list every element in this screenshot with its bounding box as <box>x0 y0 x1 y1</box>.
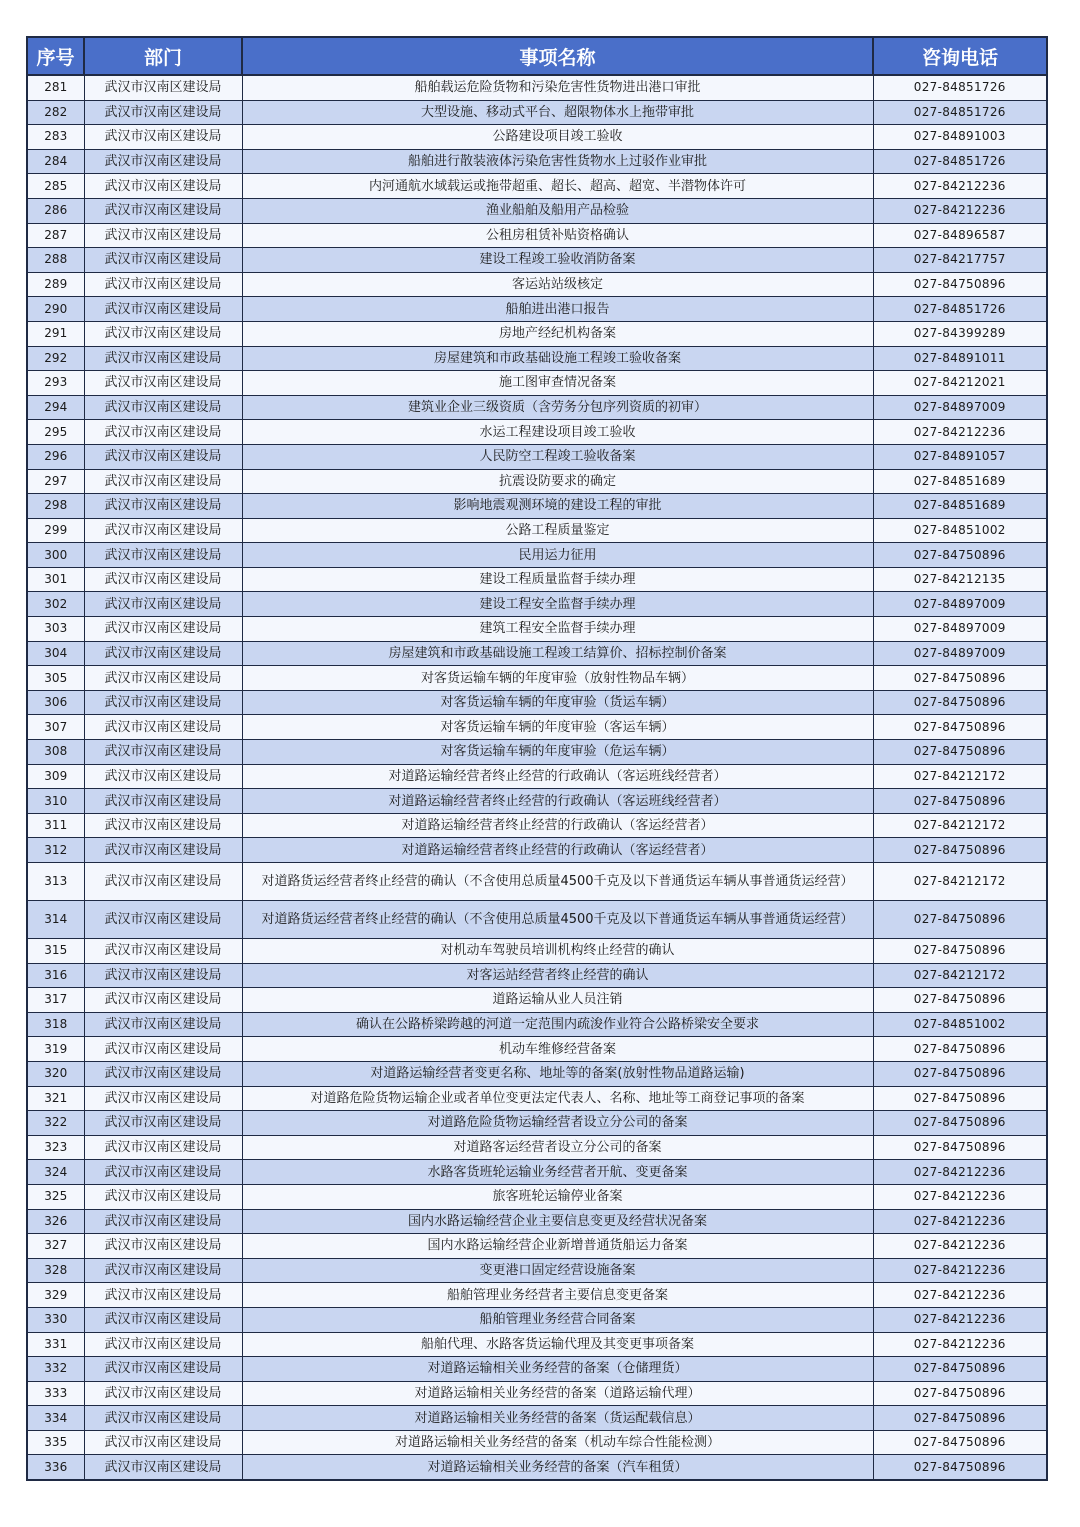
cell-phone: 027-84212021 <box>873 371 1047 396</box>
cell-seq: 296 <box>27 444 84 469</box>
table-row <box>27 740 1047 765</box>
cell-phone: 027-84851002 <box>873 1012 1047 1037</box>
cell-item: 道路运输从业人员注销 <box>242 988 873 1013</box>
cell-item: 对道路运输经营者终止经营的行政确认（客运班线经营者） <box>242 789 873 814</box>
table-row <box>27 1234 1047 1259</box>
cell-dept: 武汉市汉南区建设局 <box>84 1258 242 1283</box>
cell-item: 建设工程竣工验收消防备案 <box>242 248 873 273</box>
header-dept: 部门 <box>84 37 242 75</box>
cell-dept: 武汉市汉南区建设局 <box>84 666 242 691</box>
cell-dept: 武汉市汉南区建设局 <box>84 543 242 568</box>
cell-seq: 316 <box>27 963 84 988</box>
table-row <box>27 988 1047 1013</box>
table-row <box>27 963 1047 988</box>
cell-seq: 328 <box>27 1258 84 1283</box>
cell-seq: 335 <box>27 1430 84 1455</box>
cell-phone: 027-84851726 <box>873 75 1047 100</box>
cell-phone: 027-84212236 <box>873 420 1047 445</box>
cell-item: 船舶代理、水路客货运输代理及其变更事项备案 <box>242 1332 873 1357</box>
cell-item: 房地产经纪机构备案 <box>242 321 873 346</box>
cell-phone: 027-84212236 <box>873 198 1047 223</box>
cell-dept: 武汉市汉南区建设局 <box>84 690 242 715</box>
cell-seq: 317 <box>27 988 84 1013</box>
cell-item: 对客货运输车辆的年度审验（危运车辆） <box>242 740 873 765</box>
table-row <box>27 1209 1047 1234</box>
cell-phone: 027-84750896 <box>873 666 1047 691</box>
cell-phone: 027-84212236 <box>873 1209 1047 1234</box>
cell-item: 渔业船舶及船用产品检验 <box>242 198 873 223</box>
table-row <box>27 1455 1047 1480</box>
cell-item: 对道路危险货物运输企业或者单位变更法定代表人、名称、地址等工商登记事项的备案 <box>242 1086 873 1111</box>
cell-item: 船舶进行散装液体污染危害性货物水上过驳作业审批 <box>242 149 873 174</box>
cell-dept: 武汉市汉南区建设局 <box>84 1012 242 1037</box>
cell-dept: 武汉市汉南区建设局 <box>84 518 242 543</box>
cell-dept: 武汉市汉南区建设局 <box>84 1184 242 1209</box>
cell-item: 船舶管理业务经营者主要信息变更备案 <box>242 1283 873 1308</box>
table-row <box>27 901 1047 939</box>
cell-phone: 027-84750896 <box>873 1135 1047 1160</box>
cell-seq: 305 <box>27 666 84 691</box>
table-row <box>27 1357 1047 1382</box>
cell-item: 大型设施、移动式平台、超限物体水上拖带审批 <box>242 100 873 125</box>
service-items-table <box>26 36 1048 1481</box>
cell-dept: 武汉市汉南区建设局 <box>84 223 242 248</box>
cell-dept: 武汉市汉南区建设局 <box>84 963 242 988</box>
cell-phone: 027-84212236 <box>873 1160 1047 1185</box>
table-row <box>27 543 1047 568</box>
cell-seq: 311 <box>27 813 84 838</box>
cell-seq: 299 <box>27 518 84 543</box>
cell-item: 对机动车驾驶员培训机构终止经营的确认 <box>242 939 873 964</box>
cell-dept: 武汉市汉南区建设局 <box>84 149 242 174</box>
table-row <box>27 297 1047 322</box>
cell-seq: 309 <box>27 764 84 789</box>
table-row <box>27 666 1047 691</box>
cell-dept: 武汉市汉南区建设局 <box>84 1160 242 1185</box>
cell-phone: 027-84750896 <box>873 543 1047 568</box>
table-row <box>27 1012 1047 1037</box>
cell-dept: 武汉市汉南区建设局 <box>84 395 242 420</box>
cell-dept: 武汉市汉南区建设局 <box>84 248 242 273</box>
cell-dept: 武汉市汉南区建设局 <box>84 813 242 838</box>
cell-seq: 292 <box>27 346 84 371</box>
header-phone: 咨询电话 <box>873 37 1047 75</box>
cell-dept: 武汉市汉南区建设局 <box>84 420 242 445</box>
cell-item: 建设工程安全监督手续办理 <box>242 592 873 617</box>
cell-seq: 288 <box>27 248 84 273</box>
cell-dept: 武汉市汉南区建设局 <box>84 617 242 642</box>
cell-item: 建筑业企业三级资质（含劳务分包序列资质的初审） <box>242 395 873 420</box>
cell-dept: 武汉市汉南区建设局 <box>84 1209 242 1234</box>
cell-seq: 310 <box>27 789 84 814</box>
table-row <box>27 395 1047 420</box>
cell-phone: 027-84750896 <box>873 1430 1047 1455</box>
cell-phone: 027-84891057 <box>873 444 1047 469</box>
cell-phone: 027-84212135 <box>873 567 1047 592</box>
table-row <box>27 100 1047 125</box>
cell-phone: 027-84750896 <box>873 272 1047 297</box>
cell-dept: 武汉市汉南区建设局 <box>84 75 242 100</box>
cell-seq: 283 <box>27 125 84 150</box>
cell-item: 水路客货班轮运输业务经营者开航、变更备案 <box>242 1160 873 1185</box>
cell-seq: 294 <box>27 395 84 420</box>
cell-item: 对客货运输车辆的年度审验（放射性物品车辆） <box>242 666 873 691</box>
cell-item: 客运站站级核定 <box>242 272 873 297</box>
cell-seq: 320 <box>27 1061 84 1086</box>
cell-dept: 武汉市汉南区建设局 <box>84 1455 242 1480</box>
cell-phone: 027-84750896 <box>873 690 1047 715</box>
cell-phone: 027-84212236 <box>873 174 1047 199</box>
table-row <box>27 1381 1047 1406</box>
table-row <box>27 469 1047 494</box>
cell-seq: 286 <box>27 198 84 223</box>
cell-item: 抗震设防要求的确定 <box>242 469 873 494</box>
cell-phone: 027-84212172 <box>873 764 1047 789</box>
cell-seq: 293 <box>27 371 84 396</box>
cell-dept: 武汉市汉南区建设局 <box>84 125 242 150</box>
cell-dept: 武汉市汉南区建设局 <box>84 198 242 223</box>
cell-phone: 027-84750896 <box>873 1037 1047 1062</box>
cell-item: 船舶管理业务经营合同备案 <box>242 1307 873 1332</box>
cell-seq: 285 <box>27 174 84 199</box>
table-row <box>27 272 1047 297</box>
cell-dept: 武汉市汉南区建设局 <box>84 939 242 964</box>
cell-item: 对客货运输车辆的年度审验（货运车辆） <box>242 690 873 715</box>
cell-phone: 027-84212236 <box>873 1283 1047 1308</box>
cell-dept: 武汉市汉南区建设局 <box>84 1381 242 1406</box>
table-row <box>27 248 1047 273</box>
cell-phone: 027-84851726 <box>873 100 1047 125</box>
cell-phone: 027-84750896 <box>873 789 1047 814</box>
cell-phone: 027-84851689 <box>873 469 1047 494</box>
cell-item: 船舶进出港口报告 <box>242 297 873 322</box>
cell-seq: 330 <box>27 1307 84 1332</box>
cell-dept: 武汉市汉南区建设局 <box>84 641 242 666</box>
cell-seq: 326 <box>27 1209 84 1234</box>
cell-dept: 武汉市汉南区建设局 <box>84 901 242 939</box>
cell-seq: 312 <box>27 838 84 863</box>
cell-dept: 武汉市汉南区建设局 <box>84 1283 242 1308</box>
cell-seq: 301 <box>27 567 84 592</box>
cell-dept: 武汉市汉南区建设局 <box>84 789 242 814</box>
table-row <box>27 1160 1047 1185</box>
cell-dept: 武汉市汉南区建设局 <box>84 174 242 199</box>
cell-phone: 027-84750896 <box>873 901 1047 939</box>
cell-seq: 315 <box>27 939 84 964</box>
cell-item: 房屋建筑和市政基础设施工程竣工验收备案 <box>242 346 873 371</box>
table-row <box>27 1258 1047 1283</box>
cell-phone: 027-84212236 <box>873 1258 1047 1283</box>
table-row <box>27 444 1047 469</box>
cell-phone: 027-84851726 <box>873 149 1047 174</box>
cell-dept: 武汉市汉南区建设局 <box>84 444 242 469</box>
cell-phone: 027-84750896 <box>873 740 1047 765</box>
cell-phone: 027-84897009 <box>873 592 1047 617</box>
cell-item: 内河通航水域载运或拖带超重、超长、超高、超宽、半潜物体许可 <box>242 174 873 199</box>
cell-item: 影响地震观测环境的建设工程的审批 <box>242 494 873 519</box>
table-row <box>27 1307 1047 1332</box>
cell-dept: 武汉市汉南区建设局 <box>84 494 242 519</box>
cell-seq: 332 <box>27 1357 84 1382</box>
cell-phone: 027-84212236 <box>873 1234 1047 1259</box>
cell-phone: 027-84896587 <box>873 223 1047 248</box>
cell-item: 公路建设项目竣工验收 <box>242 125 873 150</box>
cell-seq: 333 <box>27 1381 84 1406</box>
table-row <box>27 346 1047 371</box>
cell-phone: 027-84399289 <box>873 321 1047 346</box>
cell-seq: 314 <box>27 901 84 939</box>
cell-phone: 027-84897009 <box>873 395 1047 420</box>
table-body <box>27 75 1047 1480</box>
table-row <box>27 764 1047 789</box>
cell-seq: 334 <box>27 1406 84 1431</box>
table-row <box>27 223 1047 248</box>
cell-dept: 武汉市汉南区建设局 <box>84 863 242 901</box>
cell-phone: 027-84212236 <box>873 1307 1047 1332</box>
table-row <box>27 1406 1047 1431</box>
table-row <box>27 125 1047 150</box>
cell-seq: 308 <box>27 740 84 765</box>
cell-seq: 329 <box>27 1283 84 1308</box>
cell-phone: 027-84217757 <box>873 248 1047 273</box>
cell-dept: 武汉市汉南区建设局 <box>84 1135 242 1160</box>
table-row <box>27 1111 1047 1136</box>
cell-item: 国内水路运输经营企业主要信息变更及经营状况备案 <box>242 1209 873 1234</box>
cell-item: 对客货运输车辆的年度审验（客运车辆） <box>242 715 873 740</box>
cell-phone: 027-84212172 <box>873 813 1047 838</box>
cell-item: 水运工程建设项目竣工验收 <box>242 420 873 445</box>
cell-item: 对道路运输经营者终止经营的行政确认（客运经营者） <box>242 838 873 863</box>
cell-dept: 武汉市汉南区建设局 <box>84 1430 242 1455</box>
table-row <box>27 494 1047 519</box>
cell-seq: 290 <box>27 297 84 322</box>
cell-seq: 319 <box>27 1037 84 1062</box>
cell-seq: 336 <box>27 1455 84 1480</box>
cell-item: 对道路运输经营者终止经营的行政确认（客运经营者） <box>242 813 873 838</box>
cell-item: 确认在公路桥梁跨越的河道一定范围内疏浚作业符合公路桥梁安全要求 <box>242 1012 873 1037</box>
cell-phone: 027-84750896 <box>873 1086 1047 1111</box>
cell-phone: 027-84891011 <box>873 346 1047 371</box>
cell-phone: 027-84750896 <box>873 838 1047 863</box>
cell-phone: 027-84212236 <box>873 1332 1047 1357</box>
cell-item: 对道路客运经营者设立分公司的备案 <box>242 1135 873 1160</box>
cell-dept: 武汉市汉南区建设局 <box>84 272 242 297</box>
cell-dept: 武汉市汉南区建设局 <box>84 1332 242 1357</box>
cell-phone: 027-84891003 <box>873 125 1047 150</box>
cell-item: 建设工程质量监督手续办理 <box>242 567 873 592</box>
cell-item: 公路工程质量鉴定 <box>242 518 873 543</box>
cell-seq: 322 <box>27 1111 84 1136</box>
cell-dept: 武汉市汉南区建设局 <box>84 321 242 346</box>
cell-seq: 281 <box>27 75 84 100</box>
cell-phone: 027-84212236 <box>873 1184 1047 1209</box>
cell-seq: 297 <box>27 469 84 494</box>
cell-item: 旅客班轮运输停业备案 <box>242 1184 873 1209</box>
cell-item: 对道路运输相关业务经营的备案（汽车租赁） <box>242 1455 873 1480</box>
table-row <box>27 1184 1047 1209</box>
cell-dept: 武汉市汉南区建设局 <box>84 1406 242 1431</box>
cell-seq: 325 <box>27 1184 84 1209</box>
cell-dept: 武汉市汉南区建设局 <box>84 740 242 765</box>
table-row <box>27 1061 1047 1086</box>
table-row <box>27 567 1047 592</box>
cell-dept: 武汉市汉南区建设局 <box>84 592 242 617</box>
cell-item: 民用运力征用 <box>242 543 873 568</box>
table-row <box>27 838 1047 863</box>
cell-phone: 027-84212172 <box>873 963 1047 988</box>
cell-dept: 武汉市汉南区建设局 <box>84 764 242 789</box>
cell-item: 公租房租赁补贴资格确认 <box>242 223 873 248</box>
cell-seq: 304 <box>27 641 84 666</box>
cell-item: 变更港口固定经营设施备案 <box>242 1258 873 1283</box>
table-row <box>27 1283 1047 1308</box>
cell-seq: 321 <box>27 1086 84 1111</box>
header-item: 事项名称 <box>242 37 873 75</box>
table-row <box>27 420 1047 445</box>
cell-phone: 027-84750896 <box>873 939 1047 964</box>
cell-phone: 027-84750896 <box>873 988 1047 1013</box>
cell-item: 对道路运输相关业务经营的备案（货运配载信息） <box>242 1406 873 1431</box>
cell-item: 船舶载运危险货物和污染危害性货物进出港口审批 <box>242 75 873 100</box>
cell-dept: 武汉市汉南区建设局 <box>84 1357 242 1382</box>
cell-seq: 302 <box>27 592 84 617</box>
table-row <box>27 592 1047 617</box>
table-row <box>27 371 1047 396</box>
cell-dept: 武汉市汉南区建设局 <box>84 100 242 125</box>
cell-seq: 300 <box>27 543 84 568</box>
cell-phone: 027-84750896 <box>873 1061 1047 1086</box>
table-row <box>27 1430 1047 1455</box>
cell-phone: 027-84750896 <box>873 1111 1047 1136</box>
cell-phone: 027-84750896 <box>873 1381 1047 1406</box>
cell-phone: 027-84851726 <box>873 297 1047 322</box>
cell-seq: 295 <box>27 420 84 445</box>
table-row <box>27 149 1047 174</box>
cell-seq: 306 <box>27 690 84 715</box>
cell-phone: 027-84851689 <box>873 494 1047 519</box>
cell-phone: 027-84897009 <box>873 617 1047 642</box>
cell-phone: 027-84750896 <box>873 1455 1047 1480</box>
table-row <box>27 174 1047 199</box>
table-row <box>27 715 1047 740</box>
cell-dept: 武汉市汉南区建设局 <box>84 1111 242 1136</box>
table-row <box>27 198 1047 223</box>
cell-item: 机动车维修经营备案 <box>242 1037 873 1062</box>
cell-seq: 331 <box>27 1332 84 1357</box>
cell-seq: 327 <box>27 1234 84 1259</box>
cell-item: 对道路危险货物运输经营者设立分公司的备案 <box>242 1111 873 1136</box>
cell-seq: 323 <box>27 1135 84 1160</box>
table-row <box>27 321 1047 346</box>
cell-dept: 武汉市汉南区建设局 <box>84 838 242 863</box>
table-header-row <box>27 37 1047 75</box>
cell-seq: 318 <box>27 1012 84 1037</box>
cell-phone: 027-84750896 <box>873 1406 1047 1431</box>
cell-seq: 313 <box>27 863 84 901</box>
cell-item: 人民防空工程竣工验收备案 <box>242 444 873 469</box>
cell-seq: 298 <box>27 494 84 519</box>
cell-dept: 武汉市汉南区建设局 <box>84 371 242 396</box>
cell-seq: 307 <box>27 715 84 740</box>
cell-item: 施工图审查情况备案 <box>242 371 873 396</box>
cell-item: 对道路运输经营者变更名称、地址等的备案(放射性物品道路运输) <box>242 1061 873 1086</box>
cell-phone: 027-84851002 <box>873 518 1047 543</box>
cell-dept: 武汉市汉南区建设局 <box>84 1037 242 1062</box>
cell-phone: 027-84897009 <box>873 641 1047 666</box>
table-row <box>27 1135 1047 1160</box>
table-row <box>27 789 1047 814</box>
cell-seq: 291 <box>27 321 84 346</box>
table-row <box>27 690 1047 715</box>
cell-seq: 284 <box>27 149 84 174</box>
cell-item: 对道路货运经营者终止经营的确认（不含使用总质量4500千克及以下普通货运车辆从事普通货运经营） <box>242 863 873 901</box>
cell-item: 对道路运输相关业务经营的备案（道路运输代理） <box>242 1381 873 1406</box>
table-row <box>27 1332 1047 1357</box>
cell-dept: 武汉市汉南区建设局 <box>84 1307 242 1332</box>
cell-seq: 289 <box>27 272 84 297</box>
cell-item: 对道路货运经营者终止经营的确认（不含使用总质量4500千克及以下普通货运车辆从事普通货运经营） <box>242 901 873 939</box>
cell-dept: 武汉市汉南区建设局 <box>84 567 242 592</box>
table-row <box>27 863 1047 901</box>
cell-phone: 027-84750896 <box>873 1357 1047 1382</box>
table-row <box>27 1037 1047 1062</box>
table-row <box>27 617 1047 642</box>
cell-dept: 武汉市汉南区建设局 <box>84 1086 242 1111</box>
cell-seq: 282 <box>27 100 84 125</box>
cell-seq: 287 <box>27 223 84 248</box>
cell-item: 对客运站经营者终止经营的确认 <box>242 963 873 988</box>
cell-dept: 武汉市汉南区建设局 <box>84 715 242 740</box>
cell-item: 房屋建筑和市政基础设施工程竣工结算价、招标控制价备案 <box>242 641 873 666</box>
cell-item: 对道路运输相关业务经营的备案（机动车综合性能检测） <box>242 1430 873 1455</box>
cell-seq: 303 <box>27 617 84 642</box>
cell-dept: 武汉市汉南区建设局 <box>84 297 242 322</box>
table-row <box>27 75 1047 100</box>
cell-item: 对道路运输相关业务经营的备案（仓储理货） <box>242 1357 873 1382</box>
header-seq: 序号 <box>27 37 84 75</box>
cell-item: 对道路运输经营者终止经营的行政确认（客运班线经营者） <box>242 764 873 789</box>
table-row <box>27 1086 1047 1111</box>
cell-dept: 武汉市汉南区建设局 <box>84 1061 242 1086</box>
cell-dept: 武汉市汉南区建设局 <box>84 469 242 494</box>
cell-phone: 027-84750896 <box>873 715 1047 740</box>
cell-item: 建筑工程安全监督手续办理 <box>242 617 873 642</box>
cell-dept: 武汉市汉南区建设局 <box>84 988 242 1013</box>
cell-seq: 324 <box>27 1160 84 1185</box>
table-row <box>27 641 1047 666</box>
table-row <box>27 939 1047 964</box>
cell-phone: 027-84212172 <box>873 863 1047 901</box>
table-row <box>27 813 1047 838</box>
cell-dept: 武汉市汉南区建设局 <box>84 1234 242 1259</box>
cell-dept: 武汉市汉南区建设局 <box>84 346 242 371</box>
cell-item: 国内水路运输经营企业新增普通货船运力备案 <box>242 1234 873 1259</box>
table-row <box>27 518 1047 543</box>
